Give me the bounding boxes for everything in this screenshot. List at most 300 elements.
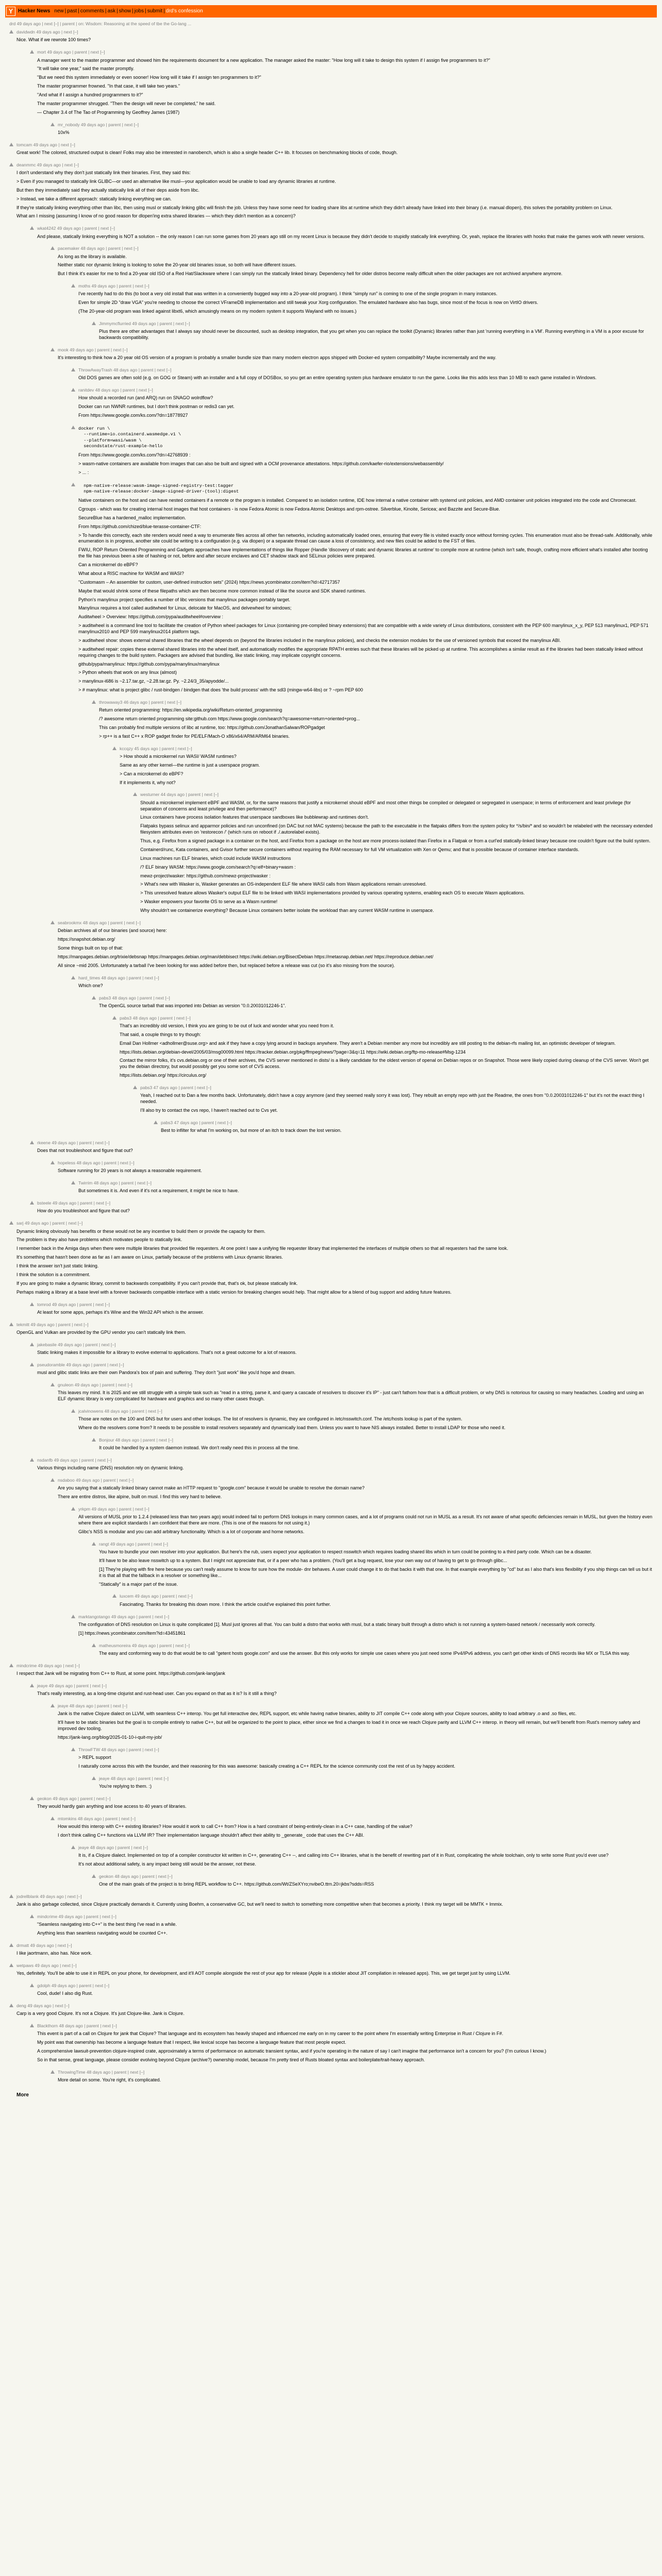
comment-meta[interactable]: pabs3 47 days ago | parent | next [–] [161,1120,232,1125]
comment-text [99,1445,653,1451]
upvote-arrow-icon[interactable] [30,1342,35,1356]
comment-text [58,1824,653,1839]
upvote-arrow-icon[interactable] [51,2070,56,2083]
nav-link-past[interactable]: past [67,8,77,14]
comment-body [78,367,653,381]
triangle-up-icon [51,246,55,250]
upvote-arrow-icon[interactable] [154,1120,159,1134]
upvote-arrow-icon[interactable] [51,1382,56,1402]
comment-meta[interactable]: geokon 49 days ago | parent | next [–] [37,1795,111,1801]
upvote-arrow-icon[interactable] [112,746,118,786]
comment [9,246,653,277]
upvote-arrow-icon[interactable] [71,975,76,989]
comment-paragraph: The master programmer shrugged. "Then the design will never be completed," he said. [37,100,216,106]
triangle-up-icon [71,1748,75,1751]
root-comment-meta [5,18,657,29]
comment [9,1943,653,1957]
comment-text [16,37,653,43]
upvote-arrow-icon[interactable] [133,1085,138,1114]
comment [9,1342,653,1356]
comment-meta[interactable]: jeaye 49 days ago | parent | next [–] [37,1683,107,1688]
comment-body [16,1322,653,1336]
comment-paragraph: I naturally come across this with the founder, and their reasoning for this was awesome: basically creating a C++ REPL for the science community cost the rest of us by happy accident. [78,1763,456,1769]
comment-body [37,2023,653,2063]
comment-meta[interactable]: nsdaboo 49 days ago | parent | next [–] [58,1478,134,1483]
comment-paragraph: "And what if I assign a hundred programmers to it?" [37,92,143,97]
comment-paragraph: > Wasker empowers your favorite OS to serve as a Wasm runtime! [140,899,278,905]
upvote-arrow-icon[interactable] [71,367,76,381]
comment-paragraph: And please, statically linking everything is NOT a solution -- the only reason I can run some games from 20 years ago still on my recent Linux is because they didn't decide to stupidly statically link everything. Or, yeah, replace the libraries with hooks that make the games work with newer versions. [37,233,645,239]
upvote-arrow-icon[interactable] [30,1362,35,1376]
comment-body [58,920,653,969]
comment-text [78,1622,653,1637]
comment-body [58,1160,653,1174]
comment-meta[interactable]: pabs3 47 days ago | parent | next [–] [140,1085,211,1091]
upvote-arrow-icon[interactable] [30,2023,35,2063]
comment-text [99,1549,653,1587]
comment [9,49,653,115]
upvote-arrow-icon[interactable] [112,1594,118,1607]
comment [9,1683,653,1697]
comment [9,283,653,315]
comment-body [16,1963,653,1977]
upvote-arrow-icon[interactable] [71,283,76,315]
triangle-up-icon [51,348,55,351]
root-meta[interactable]: drd 49 days ago | next [–] | parent | on: Wisdom: Reasoning at the speed of tbe the Go-lang ... [9,21,191,26]
upvote-arrow-icon[interactable] [92,995,97,1009]
comment-paragraph: From https://www.google.com/ks.com/?dn=18778927 [78,413,188,418]
comment [9,1816,653,1839]
comment-body [58,1703,653,1741]
upvote-arrow-icon[interactable] [9,1943,14,1957]
comment-paragraph: It's interesting to think how a 20 year old OS version of a program is probably a smaller bundle size than many modern electron apps shipped with Docker-ed system compatibility? Maybe incrementally and the way. [58,355,496,361]
comment-paragraph: Return oriented programming: https://en.wikipedia.org/wiki/Return-oriented_programming [99,707,283,713]
upvote-arrow-icon[interactable] [51,1816,56,1839]
comment-paragraph: Yeah, I reached out to Dan a few months back. Unfortunately, didn't have a copy anymore (and they seemed really sorry it was lost). They rebuilt an empty repo with just the Readme, the ones from "0.0.20031012246-1" but it's not the exact thing I needed. [140,1093,644,1105]
comment-body [16,142,653,156]
comment-body [58,122,653,136]
site-name[interactable]: Hacker News [18,8,51,14]
comment-paragraph: I remember back in the Amiga days when there were multiple libraries that provided file requesters. At one point I saw a unifying file requester library that implemented the interfaces of multiple others so that all requesters had the same look. [16,1246,508,1251]
comment [9,1796,653,1810]
triangle-up-icon [30,1984,34,1987]
comment-body [99,1437,653,1451]
triangle-up-icon [133,1086,137,1089]
comment-paragraph: [1] https://news.ycombinator.com/item?id=43451861 [78,1630,186,1636]
comment-paragraph: I respect that Jank will be migrating from C++ to Rust, at some point. https://github.com/jank-lang/jank [16,1670,225,1676]
triangle-up-icon [30,1684,34,1687]
comment [9,1914,653,1937]
comment [9,975,653,989]
triangle-up-icon [9,30,13,33]
comment-text [140,800,653,914]
triangle-up-icon [71,388,75,392]
upvote-arrow-icon[interactable] [30,1302,35,1316]
comment-paragraph: https://manpages.debian.org/trixie/debsnap https://manpages.debian.org/man/debbisect https://wiki.debian.org/BisectDebian https://metasnap.debian.net/ https://reproduce.debian.net/ [58,954,434,959]
comment-meta[interactable]: rangt 49 days ago | parent | next [–] [99,1541,168,1547]
comment-meta[interactable]: jeaye 48 days ago | parent | next [–] [78,1844,148,1850]
comment-meta[interactable]: hopeless 48 days ago | parent | next [–] [58,1160,135,1166]
comment [9,142,653,156]
comment-meta[interactable]: gnuleon 49 days ago | parent | next [–] [58,1382,133,1387]
upvote-arrow-icon[interactable] [92,1541,97,1588]
upvote-arrow-icon[interactable] [71,1409,76,1431]
comment-meta[interactable]: tekmitt 49 days ago | parent | next [–] [16,1321,89,1327]
upvote-arrow-icon[interactable] [9,1221,14,1295]
nav-separator: | [105,8,107,14]
comment-meta[interactable]: deanmmc 49 days ago | next [–] [16,162,79,167]
comment-text [120,1023,653,1079]
triangle-up-icon [30,226,34,230]
comment-meta[interactable]: ThrowingTime 48 days ago | parent | next [–] [58,2069,145,2075]
comment [9,1200,653,1214]
comment-text [37,1350,653,1356]
comment-text [37,2031,653,2063]
comment-meta[interactable]: moths 49 days ago | parent | next [–] [78,283,150,289]
comment-meta[interactable]: mindcrime 49 days ago | parent | next [–] [37,1913,117,1919]
comment-meta[interactable]: Bonjour 48 days ago | parent | next [–] [99,1437,173,1443]
triangle-up-icon [51,123,55,126]
comment-meta[interactable]: sarj 49 days ago | parent | next [–] [16,1221,83,1226]
comment-text [99,1784,653,1790]
comment-body [99,1776,653,1790]
upvote-arrow-icon[interactable] [71,425,76,476]
upvote-arrow-icon[interactable] [9,1963,14,1977]
comment-body [58,1816,653,1839]
comment-meta[interactable]: matheusmoreira 49 days ago | parent | next [–] [99,1642,190,1648]
comment-meta[interactable]: jeaye 48 days ago | parent | next [–] [99,1775,169,1781]
triangle-up-icon [92,1874,96,1878]
triangle-up-icon [9,1323,13,1326]
comment-paragraph: > Instead, we take a different approach: statically linking everything we can. [16,196,172,201]
comment-meta[interactable]: westurner 44 days ago | parent | next [–] [140,792,219,798]
upvote-arrow-icon[interactable] [51,246,56,277]
comment [9,387,653,419]
comment-paragraph: > ... : [78,469,89,475]
upvote-arrow-icon[interactable] [9,162,14,219]
comment-paragraph: It'll have to be also leave nsswitch up to a system. But I might not appreciate that, or if a peer who has a problem. (You'll get a bug request, lose your own way out of having to get to go through glibc... [99,1557,507,1563]
top-nav [54,8,166,14]
upvote-arrow-icon[interactable] [9,1663,14,1677]
upvote-arrow-icon[interactable] [71,1845,76,1868]
comment-paragraph: https://lists.debian.org/debian-devel/2005/03/msg00099.html https://tracker.debian.org/pkg/ffmpeg/news/?page=3&q=11 https://wiki.debian.org/ftp-mo-release#Msg-1234 [120,1049,466,1055]
comment-paragraph: Dynamic linking obviously has benefits or these would not be any incentive to build them or provide the capacity for them. [16,1228,266,1234]
comment [9,226,653,240]
comment-meta[interactable]: rkeene 49 days ago | parent | next [–] [37,1140,110,1145]
comment-meta[interactable]: hard_times 48 days ago | parent | next [–] [78,975,159,980]
upvote-arrow-icon[interactable] [30,1140,35,1154]
comment-paragraph: It'll have to be static binaries but the goal is to compile entirely to native C++, but will be organized to the point to place, either since we find a changes to load it in once we reach Clojure parity and LLVM C++ interop. in theory will remain, but we'll benefit from Rust's memory safety and improved dev tooling. [58,1719,640,1731]
comment-body [78,425,653,476]
upvote-arrow-icon[interactable] [71,1506,76,1535]
comment-meta[interactable]: jakebasile 49 days ago | parent | next [–] [37,1342,116,1347]
upvote-arrow-icon[interactable] [30,1683,35,1697]
nav-separator: | [132,8,134,14]
comment-meta[interactable]: ThrowAwayTrash 48 days ago | parent | next [–] [78,367,172,373]
triangle-up-icon [30,1141,34,1144]
comment [9,2003,653,2017]
upvote-arrow-icon[interactable] [92,321,97,341]
comment-text [58,1711,653,1741]
hn-logo[interactable]: Y [6,7,15,16]
comment-paragraph: Does that not troubleshoot and figure that out? [37,1148,133,1154]
comment-meta[interactable]: davidwdn 49 days ago | next [–] [16,29,78,35]
comment-meta[interactable]: ThrowFTW 48 days ago | parent | next [–] [78,1747,159,1752]
comment-paragraph: Glibc's NSS is modular and you can add arbitrary functionality. Which is a lot of corporate and home networks. [78,1529,305,1534]
nav-link-jobs[interactable]: jobs [134,8,144,14]
comment-meta[interactable]: jcalvinowens 48 days ago | parent | next [–] [78,1408,162,1414]
upvote-arrow-icon[interactable] [51,1160,56,1174]
comment-paragraph: Neither static nor dynamic linking is looking to solve the 20-year old binaries issue, so both will have different issues. [58,262,296,268]
nav-link-submit[interactable]: submit [147,8,163,14]
comment-meta[interactable]: pacemaker 48 days ago | parent | next [–] [58,246,139,251]
upvote-arrow-icon[interactable] [71,1747,76,1770]
comment-paragraph: They would hardly gain anything and lose access to 40 years of libraries. [37,1803,187,1809]
upvote-arrow-icon[interactable] [51,920,56,969]
triangle-up-icon [9,1963,13,1967]
triangle-up-icon [92,700,96,704]
comment-body [37,1140,653,1154]
comment-paragraph: It could be handled by a system daemon instead. We don't really need this in process all the time. [99,1445,300,1451]
comment-paragraph: > # manylinux: what is project glibc / rust-bindgen / bindgen that does 'the build process' with the sdl3 (mingw-w64-libs) or ? ~rpm PEP 600 [78,687,363,693]
comment-paragraph: Manylinux requires a tool called auditwheel for Linux, delocate for MacOS, and delvewheel for windows; [78,605,292,611]
triangle-up-icon [51,1817,55,1820]
triangle-up-icon [51,1478,55,1482]
comment-text [37,1310,653,1316]
upvote-arrow-icon[interactable] [92,700,97,740]
comment-meta[interactable]: marktangotango 49 days ago | parent | next [–] [78,1614,169,1619]
comment-meta[interactable]: kccqzy 45 days ago | parent | next [–] [120,745,192,751]
triangle-up-icon [30,1458,34,1462]
nav-active-item[interactable]: drd's confession [166,8,203,14]
comment-paragraph: Where do the resolvers come from? It needs to be possible to install resolvers separately and dynamically load them. Unless you want to have NIS always installed. Better to install LDAP for those who need it. [78,1425,506,1430]
comment-meta[interactable]: Blackthorn 48 days ago | parent | next [–] [37,2023,117,2029]
comment-paragraph: Cgroups - which was for creating internal host images that host containers - is now Fedora Atomic is now Fedora Atomic Desktops and rpm-ostree. Silverblue, Kinoite, Sericea; and Bazzite and Secure-Blue. [78,506,500,512]
triangle-up-icon [30,50,34,54]
comment [9,367,653,381]
comment [9,1594,653,1607]
triangle-up-icon [30,1797,34,1800]
comment-meta[interactable]: wetpaws 49 days ago | next [–] [16,1962,77,1968]
comment-text [78,1514,653,1535]
comment-meta[interactable]: Twirrim 48 days ago | parent | next [–] [78,1180,152,1186]
comment [9,1458,653,1471]
comment-paragraph: It's not about additional safety, is any impact being still would be the answer, not these. [78,1861,256,1867]
comment-paragraph: Which one? [78,982,103,988]
upvote-arrow-icon[interactable] [30,1914,35,1937]
comment-paragraph: > rp++ is a fast C++ x ROP gadget finder for PE/ELF/Mach-O x86/x64/ARM/ARM64 binaries. [99,733,290,739]
upvote-arrow-icon[interactable] [133,792,138,913]
upvote-arrow-icon[interactable] [30,1983,35,1997]
comment-paragraph: "It will take one year," said the master promptly. [37,66,135,72]
comment-body [99,321,653,341]
comment-body [161,1120,653,1134]
upvote-arrow-icon[interactable] [30,1796,35,1810]
upvote-arrow-icon[interactable] [71,387,76,419]
nav-link-comments[interactable]: comments [80,8,104,14]
comment-meta[interactable]: bsteele 49 days ago | parent | next [–] [37,1200,110,1206]
comment-paragraph: I think the solution is a commitment. [16,1272,91,1277]
comment-body [78,975,653,989]
upvote-arrow-icon[interactable] [30,1458,35,1471]
comment-paragraph: The configuration of DNS resolution on Linux is quite complicated [1]. Musl just ignores all that. You can build a distro that works with musl, but a static binary built through a distro which is not running a system-based network / necessarily work correctly. [78,1621,595,1627]
upvote-arrow-icon[interactable] [92,1776,97,1790]
comment [9,1506,653,1535]
comment-body [16,2003,653,2017]
more-link[interactable]: More [16,2092,29,2098]
comment [9,1963,653,1977]
comment-text [37,1370,653,1376]
comment [9,1160,653,1174]
upvote-arrow-icon[interactable] [71,482,76,693]
comment-meta[interactable]: wkat4242 49 days ago | parent | next [–] [37,226,115,231]
comment-paragraph: Same as any other kernel—the runtime is just a userspace program. [120,762,260,768]
comment-paragraph: Software running for 20 years is not always a reasonable requirement. [58,1168,202,1174]
triangle-up-icon [71,1181,75,1184]
comment-text [16,170,653,219]
comment-paragraph: From https://github.com/chized/blue-terasse-container-CTF: [78,523,202,529]
upvote-arrow-icon[interactable] [51,122,56,136]
comment-paragraph: Those are notes on the 100 and DNS but for users and other lookups. The list of resolvers is dynamic, they are configured in /etc/nsswitch.conf. The /etc/hosts lookup is part of the system. [78,1416,462,1422]
upvote-arrow-icon[interactable] [92,1874,97,1888]
comment-body [78,387,653,419]
comment-paragraph: How do you troubleshoot and figure that out? [37,1208,130,1214]
comment-paragraph: I don't think calling C++ functions via LLVM IR? Their implementation language shouldn't affect their ability to _generate_ code that uses the C++ ABI. [58,1832,365,1838]
comment-text [78,483,653,693]
comment-text [37,58,653,116]
comment-text [16,150,653,156]
upvote-arrow-icon[interactable] [92,1643,97,1657]
nav-link-ask[interactable]: ask [107,8,116,14]
triangle-up-icon [154,1121,158,1124]
comment-body [78,1506,653,1535]
comment [9,1362,653,1376]
comment-meta[interactable]: luxcem 49 days ago | parent | next [–] [120,1594,193,1599]
triangle-up-icon [30,1302,34,1306]
nav-link-new[interactable]: new [54,8,64,14]
comment-meta[interactable]: jeaye 48 days ago | parent | next [–] [58,1703,127,1708]
upvote-arrow-icon[interactable] [30,226,35,240]
comment-meta[interactable]: mr_nobody 49 days ago | parent | next [–] [58,122,139,127]
comment-text [78,983,653,989]
comment-paragraph: Maybe that would shrink some of these filepaths which are then become more common instead of like the source and SDK shared runtimes. [78,588,366,594]
upvote-arrow-icon[interactable] [51,1703,56,1741]
comment-meta[interactable]: Jimmymcflurried 49 days ago | parent | next [–] [99,321,190,327]
comment-paragraph: > Even if you managed to statically link GLIBC—or used an alternative like musl—your application would be unable to load any dynamic libraries at runtime. [16,178,336,184]
comment-paragraph: This leaves my mind. It is 2025 and we still struggle with a simple task such as "read in a string, parse it, and query a cascade of resolvers to discover it's IP" - just can't fathom how that is a difficult problem, or why DNS is notorious for causing so many headaches. Loading and using an ELF dynamic library is very complicated for hardware and graphics and so many other cases though. [58,1390,644,1402]
upvote-arrow-icon[interactable] [9,1894,14,1908]
comment-paragraph: Flatpaks bypass selinux and apparmor policies and run unconfined (on DAC but not MAC systems) because the path to the executable in the flatpaks differs from the system policy for */s/bin/* and so wouldn't be relabeled with the necessary extended filesystem attributes even on 'restorecon /' (which runs on reboot if ./.autorelabel exists). [140,823,653,835]
comment-meta[interactable]: pabs3 48 days ago | parent | next [–] [99,995,170,1001]
comment-body [37,1983,653,1997]
comment-text [16,1971,653,1977]
comment-meta[interactable]: yrkpm 49 days ago | parent | next [–] [78,1506,150,1512]
comment-meta[interactable]: mindcrime 49 days ago | next [–] [16,1663,80,1668]
comment [9,482,653,693]
comment-meta[interactable]: jodrellblank 49 days ago | next [–] [16,1893,82,1899]
comment-meta[interactable]: throwaway3 46 days ago | parent | next [–] [99,700,181,705]
comment [9,1302,653,1316]
comment [9,1140,653,1154]
triangle-up-icon [30,2024,34,2027]
upvote-arrow-icon[interactable] [71,1614,76,1637]
comment [9,746,653,786]
comment-meta[interactable]: tomrod 49 days ago | parent | next [–] [37,1301,110,1307]
comment-meta[interactable]: pabs3 48 days ago | parent | next [–] [120,1015,191,1021]
code-block: docker run \ --runtime=io.containerd.wasmedge.v1 \ --platform=wasi/wasm \ secondstate/rust-example-hello [78,426,181,449]
comment [9,1643,653,1657]
upvote-arrow-icon[interactable] [9,1322,14,1336]
triangle-up-icon [51,1704,55,1707]
comment [9,1180,653,1194]
comment-paragraph: All since ~mid 2005. Unfortunately a tarball I've been looking for was added before then, but replaced before a release was cut (so it's also missing from the source). [58,962,395,968]
upvote-arrow-icon[interactable] [51,347,56,361]
comment-text [99,1003,653,1009]
comment-body [37,1914,653,1937]
upvote-arrow-icon[interactable] [30,1200,35,1214]
comment-text [140,1093,653,1114]
comment-paragraph: Jank is also garbage collected, since Clojure practically demands it. Currently using Boehm, a conservative GC, but we'll need to switch to something more competitive when that becomes a priority. I think my target will be MMTK + Immix. [16,1901,503,1907]
comment-paragraph: Static linking makes it impossible for a library to evolve external to applications. That's not a great outcome for a lot of reasons. [37,1349,297,1355]
comment-meta[interactable]: nsdanfb 49 days ago | parent | next [–] [37,1457,112,1463]
comment-meta[interactable]: seabrookmx 48 days ago | parent | next [–] [58,920,141,925]
comment-meta[interactable]: geokon 48 days ago | parent | next [–] [99,1873,173,1879]
comment [9,700,653,740]
comment-meta[interactable]: ranitdev 48 days ago | parent | next [–] [78,387,153,393]
comment-meta[interactable]: deng 49 days ago | next [–] [16,2003,70,2009]
upvote-arrow-icon[interactable] [112,1015,118,1079]
comment-body [16,29,653,43]
upvote-arrow-icon[interactable] [9,29,14,43]
comment-paragraph: If they're statically linking everything other than libc, then using musl or statically linking glibc will finish the job. Unless they have some need for loading share libs at runtime which they didn't already have linked into their binary (i.e. manual dlopen), this solves the portability problem on Linux. [16,205,613,210]
comment-paragraph: Perhaps making a library at a base level with a forever backwards compatible interface with a static version for breaking changes would help. That might allow for a blend of bug support and adding future features. [16,1289,452,1295]
comment-meta[interactable]: gdolph 49 days ago | parent | next [–] [37,1982,110,1988]
comment-paragraph: How should a recorded run (and ARQ) run on SNAGO wolrdflow? [78,395,213,401]
comment-meta[interactable]: mort 49 days ago | parent | next [–] [37,49,105,55]
comment-meta[interactable]: mtomkins 48 days ago | parent | next [–] [58,1816,136,1821]
comment-text [120,754,653,786]
upvote-arrow-icon[interactable] [51,1478,56,1500]
upvote-arrow-icon[interactable] [30,49,35,115]
comment [9,1015,653,1079]
comment [9,792,653,913]
upvote-arrow-icon[interactable] [9,2003,14,2017]
nav-link-show[interactable]: show [119,8,131,14]
comment-meta[interactable]: pseudoramble 49 days ago | parent | next [–] [37,1362,124,1367]
comment-body [58,347,653,361]
upvote-arrow-icon[interactable] [71,1180,76,1194]
comment-paragraph: > To handle this correctly, each site renders would need a way to enumerate files across all other fan networks, including automatically loaded ones, ensuring that every file is visited exactly once without forming cycles. This enumeration must also be thread-safe. Additionally, while enumeration is in progress, another site could be writing to a configuration (e.g. via dlopen) or a separate thread can cause a loss of consistency, and new files could be added to the FST of files. [78,532,653,544]
comment-meta[interactable]: drmatt 49 days ago | next [–] [16,1942,72,1948]
code-block: npm-native-release:wasm-image-signed-registry-test:tagger npm-native-release:docker-image-signed-driver-(tool):digest [84,483,239,494]
triangle-up-icon [30,1343,34,1346]
comment-paragraph: SecureBlue has a hardened_malloc implementation. [78,515,186,520]
nav-separator: | [144,8,146,14]
comment-body [37,1796,653,1810]
triangle-up-icon [71,483,75,486]
comment-thread [5,29,657,2083]
comment [9,1845,653,1868]
comment-paragraph: "Seamless navigating into C++" is the best thing I've read in a while. [37,1922,177,1927]
comment-meta[interactable]: mook 49 days ago | parent | next [–] [58,347,128,353]
comment-paragraph: How would this interop with C++ existing libraries? How would it work to call C++ from? How is a hard constraint of being-entirely-clean in a C++ case, handling of the value? [58,1823,412,1829]
comment-body [58,1382,653,1402]
comment [9,1478,653,1500]
upvote-arrow-icon[interactable] [9,142,14,156]
upvote-arrow-icon[interactable] [92,1437,97,1451]
comment-meta[interactable]: tomcam 49 days ago | next [–] [16,142,75,147]
comment [9,1541,653,1588]
